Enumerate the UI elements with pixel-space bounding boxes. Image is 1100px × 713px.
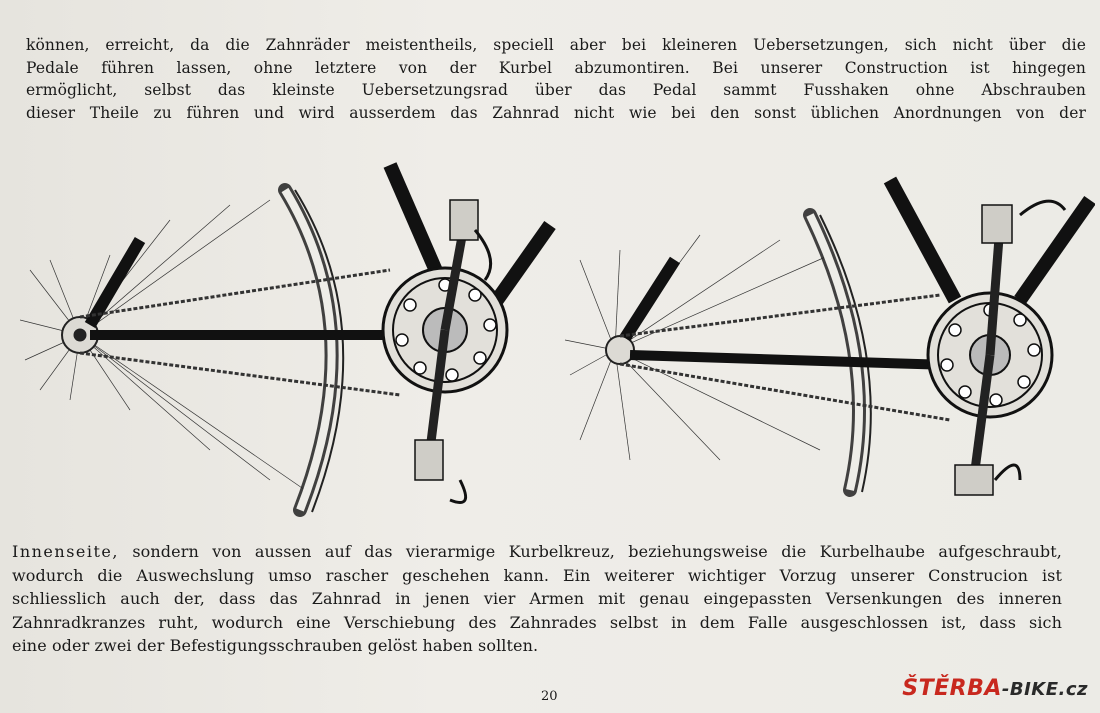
text-line: wodurch die Auswechslung umso rascher geschehen kann. Ein weiterer wichtiger Vorzug unserer Construcion ist bbox=[12, 565, 1062, 585]
text-line: ermöglicht, selbst das kleinste Uebersetzungsrad über das Pedal sammt Fusshaken ohne Abschrauben bbox=[26, 81, 1086, 99]
text-line: Zahnradkranzes ruht, wodurch eine Verschiebung des Zahnrades selbst in dem Falle ausgeschlossen ist, dass sich bbox=[12, 612, 1062, 632]
bottom-paragraph bbox=[12, 540, 1062, 658]
text-line: dieser Theile zu führen und wird ausserdem das Zahnrad nicht wie bei den sonst üblichen Anordnungen von der bbox=[26, 103, 1086, 122]
text-line: können, erreicht, da die Zahnräder meistentheils, speciell aber bei kleineren Uebersetzungen, sich nicht über die bbox=[26, 36, 1086, 54]
emphasized-word: Innenseite, bbox=[12, 542, 119, 561]
text-line: eine oder zwei der Befestigungsschrauben gelöst haben sollten. bbox=[12, 636, 539, 655]
drivetrain-illustration bbox=[20, 160, 1095, 540]
page-number: 20 bbox=[541, 689, 558, 704]
drivetrain-drawing bbox=[20, 160, 1095, 540]
text-line bbox=[12, 540, 1062, 564]
bicycle-drivetrain-right-icon bbox=[565, 180, 1090, 495]
text-line-rest: sondern von aussen auf das vierarmige Kurbelkreuz, beziehungsweise die Kurbelhaube aufgeschraubt, bbox=[118, 542, 1062, 561]
watermark-suffix: -BIKE.cz bbox=[1001, 679, 1088, 700]
bicycle-drivetrain-left-icon bbox=[20, 165, 550, 512]
text-line: Pedale führen lassen, ohne letztere von der Kurbel abzumontiren. Bei unserer Construction ist hingegen bbox=[26, 58, 1086, 77]
text-line: schliesslich auch der, dass das Zahnrad in jenen vier Armen mit genau eingepassten Versenkungen des inneren bbox=[12, 589, 1062, 608]
top-paragraph bbox=[26, 34, 1086, 124]
watermark-brand: ŠTĚRBA bbox=[902, 676, 1002, 701]
site-watermark bbox=[902, 676, 1088, 701]
